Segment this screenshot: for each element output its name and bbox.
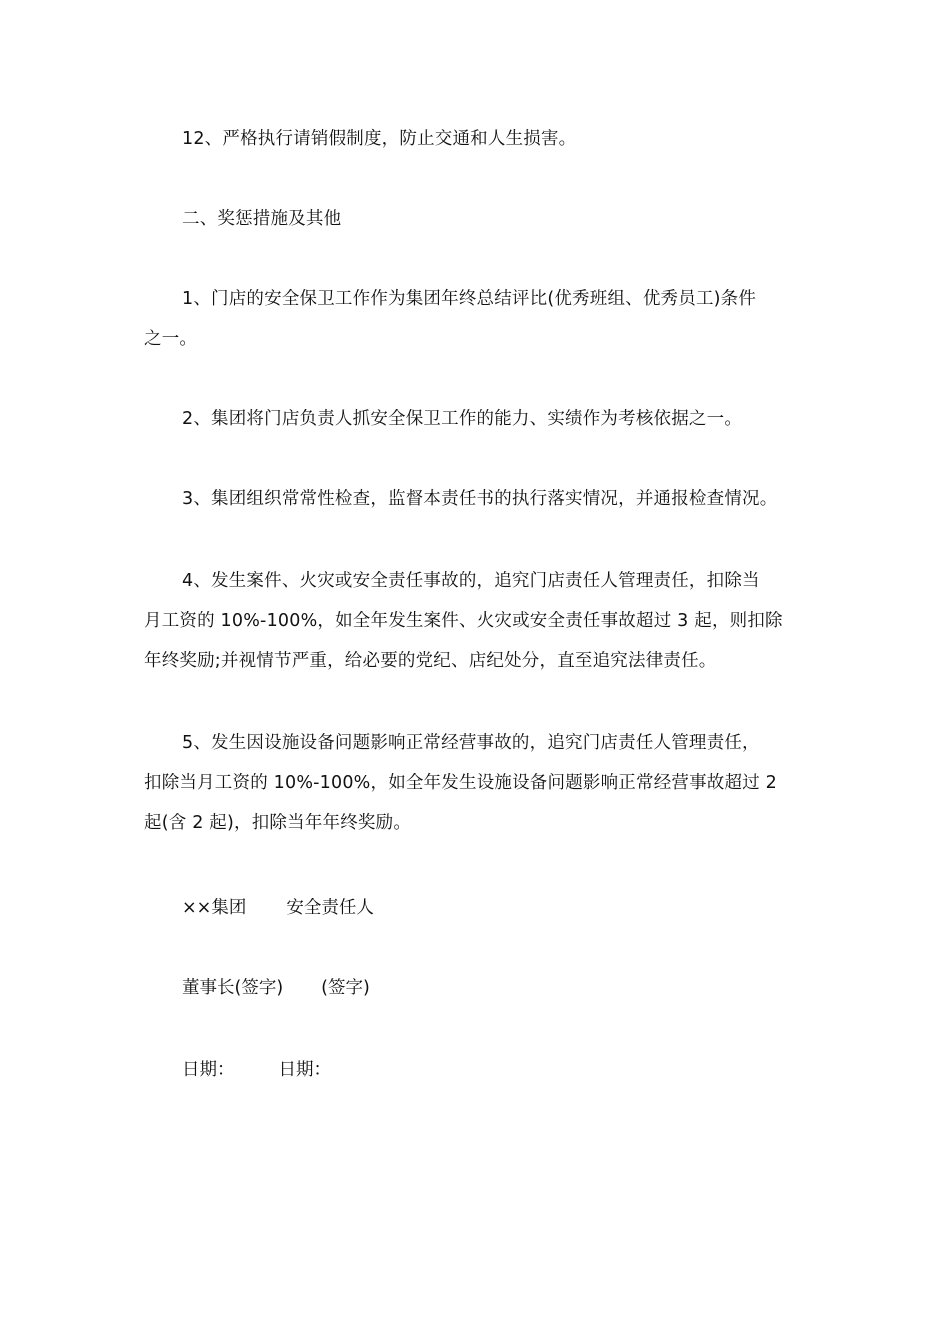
left-party: ××集团: [182, 898, 247, 918]
item-5-line: 起(含 2 起)，扣除当年年终奖励。: [144, 813, 412, 833]
item-5-line: 5、发生因设施设备问题影响正常经营事故的，追究门店责任人管理责任，: [182, 733, 760, 753]
item-2-line: 2、集团将门店负责人抓安全保卫工作的能力、实绩作为考核依据之一。: [182, 409, 743, 429]
item-4-line: 4、发生案件、火灾或安全责任事故的，追究门店责任人管理责任，扣除当: [182, 571, 760, 591]
left-date: 日期：: [182, 1060, 235, 1080]
section-heading: [144, 199, 824, 239]
item-3-line: 3、集团组织常常性检查，监督本责任书的执行落实情况，并通报检查情况。: [182, 489, 778, 509]
item-3: [144, 479, 824, 519]
item-1-line: 之一。: [144, 329, 198, 349]
item-5-line: 扣除当月工资的 10%-100%，如全年发生设施设备问题影响正常经营事故超过 2: [144, 773, 777, 793]
right-party: 安全责任人: [286, 898, 374, 918]
item-12-text: 12、严格执行请销假制度，防止交通和人生损害。: [182, 129, 577, 149]
signature-dates: [182, 1058, 331, 1082]
right-date: 日期：: [278, 1060, 331, 1080]
item-5: [144, 723, 824, 843]
section-heading-text: 二、奖惩措施及其他: [182, 209, 342, 229]
item-12: [144, 119, 824, 159]
left-sign: 董事长(签字): [182, 978, 284, 998]
item-1-line: 1、门店的安全保卫工作作为集团年终总结评比(优秀班组、优秀员工)条件: [182, 289, 757, 309]
item-4-line: 年终奖励;并视情节严重，给必要的党纪、店纪处分，直至追究法律责任。: [144, 651, 717, 671]
item-1: [144, 279, 824, 359]
item-4: [144, 561, 824, 681]
item-2: [144, 399, 824, 439]
signature-lines: [182, 976, 370, 1000]
item-4-line: 月工资的 10%-100%，如全年发生案件、火灾或安全责任事故超过 3 起，则扣除: [144, 611, 783, 631]
signature-parties: [182, 896, 374, 920]
right-sign: (签字): [321, 978, 370, 998]
